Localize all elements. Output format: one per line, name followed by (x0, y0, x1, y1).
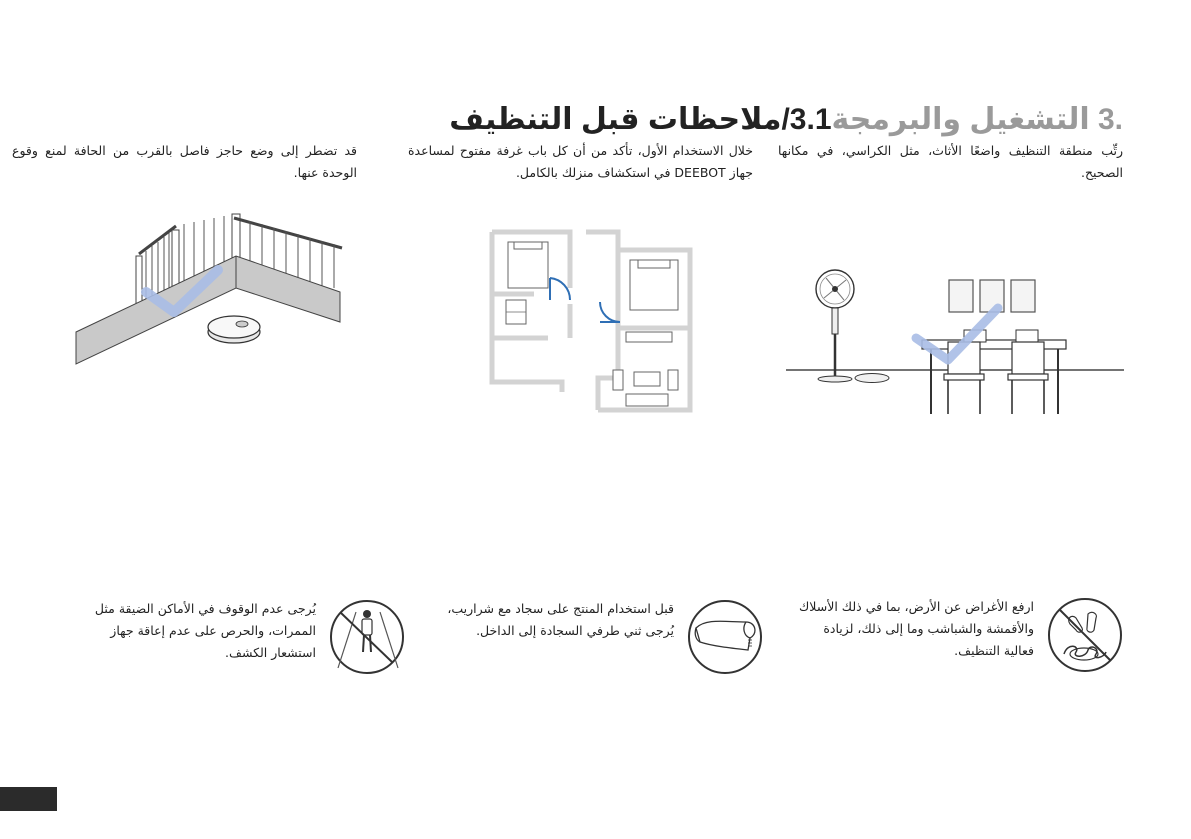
tip-text-no-standing: يُرجى عدم الوقوف في الأماكن الضيقة مثل الممرات، والحرص على عدم إعاقة جهاز استشعار الكشف. (94, 601, 316, 660)
tip-text-remove-objects: ارفع الأغراض عن الأرض، بما في ذلك الأسلاك والأقمشة والشباشب وما إلى ذلك، لزيادة فعالية التنظيف. (799, 599, 1034, 658)
dining-room-illustration (786, 268, 1126, 418)
no-standing-icon (328, 598, 406, 676)
section-title: التشغيل والبرمجة (831, 103, 1090, 137)
page-tab-marker (0, 787, 57, 811)
subsection-title: 3.1/ملاحظات قبل التنظيف (449, 103, 832, 137)
column-text-arrange: رتِّب منطقة التنظيف واضعًا الأثاث، مثل الكراسي، في مكانها الصحيح. (778, 143, 1123, 180)
no-cables-slippers-icon (1046, 596, 1124, 674)
carpet-tassels-icon (686, 598, 764, 676)
column-text-barrier: قد تضطر إلى وضع حاجز فاصل بالقرب من الحافة لمنع وقوع الوحدة عنها. (12, 143, 357, 180)
floor-plan-illustration (488, 228, 698, 418)
column-text-doors: خلال الاستخدام الأول، تأكد من أن كل باب غرفة مفتوح لمساعدة جهاز DEEBOT في استكشاف منزلك بالكامل. (408, 143, 753, 180)
tip-carpet-tassels (430, 598, 764, 682)
tip-text-carpet: قبل استخدام المنتج على سجاد مع شراريب، يُرجى ثني طرفي السجادة إلى الداخل. (447, 601, 674, 638)
tip-no-standing (68, 598, 406, 682)
section-number: .3 (1097, 103, 1123, 137)
tip-remove-objects (790, 596, 1124, 680)
staircase-barrier-illustration (74, 208, 344, 368)
page-title (449, 102, 1123, 137)
